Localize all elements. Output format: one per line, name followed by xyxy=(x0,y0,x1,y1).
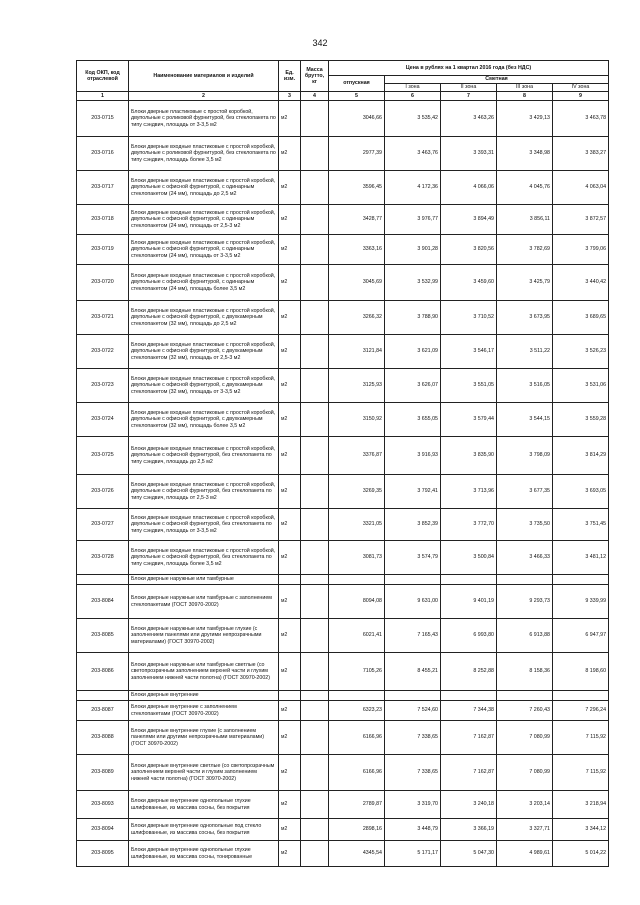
empty-cell xyxy=(279,691,301,701)
name-cell: Блоки дверные входные пластиковые с простой коробкой, двупольные с офисной фурнитурой, с одинарным стеклопакетом (24 мм), площадь до 2,5 м2 xyxy=(129,171,279,205)
unit-cell: м2 xyxy=(279,101,301,137)
zone2-price-cell: 3 579,44 xyxy=(441,403,497,437)
unit-cell: м2 xyxy=(279,475,301,509)
mass-cell xyxy=(301,137,329,171)
zone3-price-cell: 8 158,36 xyxy=(497,653,553,691)
unit-cell: м2 xyxy=(279,755,301,791)
name-cell: Блоки дверные внутренние светлые (со светопрозрачным заполнением верхней части и глухим заполнением нижней части полотна) (ГОСТ 30970-2002) xyxy=(129,755,279,791)
empty-cell xyxy=(553,691,609,701)
mass-cell xyxy=(301,701,329,721)
zone4-price-cell: 3 218,94 xyxy=(553,791,609,819)
zone3-price-cell: 7 080,99 xyxy=(497,755,553,791)
zone4-price-cell: 3 559,28 xyxy=(553,403,609,437)
zone3-price-cell: 3 798,09 xyxy=(497,437,553,475)
zone3-price-cell: 3 856,11 xyxy=(497,205,553,235)
name-cell: Блоки дверные входные пластиковые с простой коробкой, двупольные с офисной фурнитурой, с одинарным стеклопакетом (24 мм), площадь более 3,5 м2 xyxy=(129,265,279,301)
empty-cell xyxy=(329,691,385,701)
table-row xyxy=(77,619,609,653)
zone2-price-cell: 7 344,38 xyxy=(441,701,497,721)
unit-cell: м2 xyxy=(279,301,301,335)
code-cell: 203-0722 xyxy=(77,335,129,369)
mass-cell xyxy=(301,403,329,437)
zone3-price-cell: 3 782,69 xyxy=(497,235,553,265)
mass-cell xyxy=(301,235,329,265)
release-price-cell: 3376,87 xyxy=(329,437,385,475)
section-row xyxy=(77,691,609,701)
zone4-price-cell: 9 339,99 xyxy=(553,585,609,619)
release-price-cell: 3269,35 xyxy=(329,475,385,509)
zone2-price-cell: 6 993,80 xyxy=(441,619,497,653)
table-row xyxy=(77,403,609,437)
mass-cell xyxy=(301,819,329,841)
header-zone2: II зона xyxy=(441,84,497,92)
zone1-price-cell: 3 621,09 xyxy=(385,335,441,369)
table-row xyxy=(77,819,609,841)
name-cell: Блоки дверные входные пластиковые с простой коробкой, двупольные с роликовой фурнитурой, без стеклопакета по типу сэндвич, площадь более 3,5 м2 xyxy=(129,137,279,171)
zone4-price-cell: 3 383,27 xyxy=(553,137,609,171)
mass-cell xyxy=(301,619,329,653)
zone3-price-cell: 4 045,76 xyxy=(497,171,553,205)
mass-cell xyxy=(301,171,329,205)
release-price-cell: 8094,08 xyxy=(329,585,385,619)
zone1-price-cell: 7 338,65 xyxy=(385,755,441,791)
zone2-price-cell: 3 546,17 xyxy=(441,335,497,369)
table-row xyxy=(77,755,609,791)
name-cell: Блоки дверные входные пластиковые с простой коробкой, двупольные с офисной фурнитурой, без стеклопакета по типу сэндвич, площадь до 2,5 м2 xyxy=(129,437,279,475)
table-row xyxy=(77,369,609,403)
table-row xyxy=(77,721,609,755)
zone1-price-cell: 3 792,41 xyxy=(385,475,441,509)
section-title: Блоки дверные внутренние xyxy=(129,691,279,701)
zone2-price-cell: 3 710,52 xyxy=(441,301,497,335)
header-zone1: I зона xyxy=(385,84,441,92)
release-price-cell: 6166,96 xyxy=(329,721,385,755)
empty-cell xyxy=(329,575,385,585)
zone2-price-cell: 9 401,19 xyxy=(441,585,497,619)
code-cell: 203-0719 xyxy=(77,235,129,265)
header-code: Код ОКП, код отраслевой xyxy=(77,61,129,92)
zone2-price-cell: 3 835,90 xyxy=(441,437,497,475)
release-price-cell: 3321,05 xyxy=(329,509,385,541)
zone1-price-cell: 9 631,00 xyxy=(385,585,441,619)
zone2-price-cell: 3 463,26 xyxy=(441,101,497,137)
zone1-price-cell: 3 319,70 xyxy=(385,791,441,819)
mass-cell xyxy=(301,791,329,819)
table-row xyxy=(77,265,609,301)
release-price-cell: 6021,41 xyxy=(329,619,385,653)
page-number: 342 xyxy=(312,38,328,48)
table-row xyxy=(77,101,609,137)
zone1-price-cell: 3 463,76 xyxy=(385,137,441,171)
name-cell: Блоки дверные внутренние с заполнением стеклопакетами (ГОСТ 30970-2002) xyxy=(129,701,279,721)
release-price-cell: 3150,92 xyxy=(329,403,385,437)
section-code-cell xyxy=(77,691,129,701)
zone2-price-cell: 3 393,31 xyxy=(441,137,497,171)
release-price-cell: 2898,16 xyxy=(329,819,385,841)
unit-cell: м2 xyxy=(279,509,301,541)
release-price-cell: 7105,26 xyxy=(329,653,385,691)
unit-cell: м2 xyxy=(279,841,301,867)
code-cell: 203-0721 xyxy=(77,301,129,335)
zone3-price-cell: 3 511,22 xyxy=(497,335,553,369)
release-price-cell: 4345,54 xyxy=(329,841,385,867)
mass-cell xyxy=(301,437,329,475)
empty-cell xyxy=(441,575,497,585)
code-cell: 203-0727 xyxy=(77,509,129,541)
code-cell: 203-8085 xyxy=(77,619,129,653)
zone4-price-cell: 8 198,60 xyxy=(553,653,609,691)
index-cell: 7 xyxy=(441,92,497,101)
release-price-cell: 3266,32 xyxy=(329,301,385,335)
zone2-price-cell: 3 240,18 xyxy=(441,791,497,819)
zone4-price-cell: 3 814,29 xyxy=(553,437,609,475)
code-cell: 203-8093 xyxy=(77,791,129,819)
code-cell: 203-0716 xyxy=(77,137,129,171)
name-cell: Блоки дверные наружные или тамбурные светлые (со светопрозрачным заполнением верхней части и глухим заполнением нижней части полотна) (ГОСТ 30970-2002) xyxy=(129,653,279,691)
zone4-price-cell: 3 344,12 xyxy=(553,819,609,841)
table-row xyxy=(77,437,609,475)
zone2-price-cell: 3 820,56 xyxy=(441,235,497,265)
code-cell: 203-0723 xyxy=(77,369,129,403)
zone2-price-cell: 7 162,87 xyxy=(441,721,497,755)
release-price-cell: 2789,87 xyxy=(329,791,385,819)
zone1-price-cell: 5 171,17 xyxy=(385,841,441,867)
table-row xyxy=(77,653,609,691)
mass-cell xyxy=(301,335,329,369)
release-price-cell: 2977,39 xyxy=(329,137,385,171)
name-cell: Блоки дверные входные пластиковые с простой коробкой, двупольные с офисной фурнитурой, без стеклопакета по типу сэндвич, площадь более 3,5 м2 xyxy=(129,541,279,575)
code-cell: 203-8088 xyxy=(77,721,129,755)
zone4-price-cell: 4 063,04 xyxy=(553,171,609,205)
name-cell: Блоки дверные наружные или тамбурные глухие (с заполнением панелями или другими непрозрачными материалами) (ГОСТ 30970-2002) xyxy=(129,619,279,653)
unit-cell: м2 xyxy=(279,701,301,721)
code-cell: 203-0724 xyxy=(77,403,129,437)
empty-cell xyxy=(301,691,329,701)
index-cell: 5 xyxy=(329,92,385,101)
zone3-price-cell: 3 425,79 xyxy=(497,265,553,301)
unit-cell: м2 xyxy=(279,619,301,653)
zone1-price-cell: 3 916,93 xyxy=(385,437,441,475)
unit-cell: м2 xyxy=(279,335,301,369)
zone1-price-cell: 3 976,77 xyxy=(385,205,441,235)
zone4-price-cell: 3 693,05 xyxy=(553,475,609,509)
code-cell: 203-8086 xyxy=(77,653,129,691)
zone3-price-cell: 6 913,88 xyxy=(497,619,553,653)
zone2-price-cell: 3 366,19 xyxy=(441,819,497,841)
zone3-price-cell: 7 080,99 xyxy=(497,721,553,755)
code-cell: 203-0720 xyxy=(77,265,129,301)
name-cell: Блоки дверные внутренние однопольные под стекло шлифованные, из массива сосны, без покрытия xyxy=(129,819,279,841)
mass-cell xyxy=(301,653,329,691)
release-price-cell: 3363,16 xyxy=(329,235,385,265)
mass-cell xyxy=(301,101,329,137)
section-row xyxy=(77,575,609,585)
header-name: Наименование материалов и изделий xyxy=(129,61,279,92)
zone3-price-cell: 3 429,13 xyxy=(497,101,553,137)
index-cell: 9 xyxy=(553,92,609,101)
unit-cell: м2 xyxy=(279,171,301,205)
zone4-price-cell: 3 481,12 xyxy=(553,541,609,575)
index-cell: 6 xyxy=(385,92,441,101)
release-price-cell: 3046,66 xyxy=(329,101,385,137)
zone3-price-cell: 3 348,98 xyxy=(497,137,553,171)
zone1-price-cell: 3 901,28 xyxy=(385,235,441,265)
zone1-price-cell: 3 788,90 xyxy=(385,301,441,335)
zone4-price-cell: 3 531,06 xyxy=(553,369,609,403)
table-row xyxy=(77,791,609,819)
code-cell: 203-0726 xyxy=(77,475,129,509)
header-zone3: III зона xyxy=(497,84,553,92)
mass-cell xyxy=(301,841,329,867)
name-cell: Блоки дверные входные пластиковые с простой коробкой, двупольные с офисной фурнитурой, с двухкамерным стеклопакетом (32 мм), площадь от 2,5-3 м2 xyxy=(129,335,279,369)
table-row xyxy=(77,137,609,171)
header-unit: Ед. изм. xyxy=(279,61,301,92)
code-cell: 203-8094 xyxy=(77,819,129,841)
code-cell: 203-8095 xyxy=(77,841,129,867)
table-row xyxy=(77,235,609,265)
index-cell: 3 xyxy=(279,92,301,101)
code-cell: 203-8087 xyxy=(77,701,129,721)
unit-cell: м2 xyxy=(279,585,301,619)
code-cell: 203-8084 xyxy=(77,585,129,619)
unit-cell: м2 xyxy=(279,819,301,841)
name-cell: Блоки дверные внутренние глухие (с заполнением панелями или другими непрозрачными материалами) (ГОСТ 30970-2002) xyxy=(129,721,279,755)
code-cell: 203-8089 xyxy=(77,755,129,791)
table-row xyxy=(77,509,609,541)
zone4-price-cell: 3 751,45 xyxy=(553,509,609,541)
zone3-price-cell: 9 293,73 xyxy=(497,585,553,619)
zone1-price-cell: 3 852,39 xyxy=(385,509,441,541)
zone3-price-cell: 3 673,95 xyxy=(497,301,553,335)
unit-cell: м2 xyxy=(279,235,301,265)
code-cell: 203-0718 xyxy=(77,205,129,235)
table-row xyxy=(77,585,609,619)
mass-cell xyxy=(301,369,329,403)
zone4-price-cell: 7 115,92 xyxy=(553,755,609,791)
zone4-price-cell: 3 526,23 xyxy=(553,335,609,369)
zone2-price-cell: 3 772,70 xyxy=(441,509,497,541)
table-row xyxy=(77,475,609,509)
release-price-cell: 3081,73 xyxy=(329,541,385,575)
header-estimate: Сметная xyxy=(385,76,609,84)
table-row xyxy=(77,841,609,867)
zone2-price-cell: 3 713,96 xyxy=(441,475,497,509)
table-row xyxy=(77,541,609,575)
zone3-price-cell: 7 260,43 xyxy=(497,701,553,721)
index-cell: 8 xyxy=(497,92,553,101)
empty-cell xyxy=(385,575,441,585)
name-cell: Блоки дверные входные пластиковые с простой коробкой, двупольные с офисной фурнитурой, с одинарным стеклопакетом (24 мм), площадь от 2,5-3 м2 xyxy=(129,205,279,235)
zone3-price-cell: 3 735,50 xyxy=(497,509,553,541)
unit-cell: м2 xyxy=(279,653,301,691)
name-cell: Блоки дверные входные пластиковые с простой коробкой, двупольные с офисной фурнитурой, с двухкамерным стеклопакетом (32 мм), площадь до 2,5 м2 xyxy=(129,301,279,335)
name-cell: Блоки дверные входные пластиковые с простой коробкой, двупольные с офисной фурнитурой, без стеклопакета по типу сэндвич, площадь от 3-3,5 м2 xyxy=(129,509,279,541)
zone4-price-cell: 3 872,57 xyxy=(553,205,609,235)
unit-cell: м2 xyxy=(279,205,301,235)
zone2-price-cell: 3 500,84 xyxy=(441,541,497,575)
unit-cell: м2 xyxy=(279,403,301,437)
mass-cell xyxy=(301,721,329,755)
zone3-price-cell: 3 203,14 xyxy=(497,791,553,819)
mass-cell xyxy=(301,475,329,509)
header-zone4: IV зона xyxy=(553,84,609,92)
mass-cell xyxy=(301,265,329,301)
zone3-price-cell: 4 989,61 xyxy=(497,841,553,867)
table-row xyxy=(77,301,609,335)
unit-cell: м2 xyxy=(279,541,301,575)
table-row xyxy=(77,335,609,369)
index-cell: 4 xyxy=(301,92,329,101)
code-cell: 203-0728 xyxy=(77,541,129,575)
empty-cell xyxy=(301,575,329,585)
zone4-price-cell: 7 296,24 xyxy=(553,701,609,721)
mass-cell xyxy=(301,585,329,619)
empty-cell xyxy=(497,575,553,585)
zone1-price-cell: 7 338,65 xyxy=(385,721,441,755)
header-price-group: Цена в рублях на 1 квартал 2016 года (без НДС) xyxy=(329,61,609,76)
unit-cell: м2 xyxy=(279,265,301,301)
name-cell: Блоки дверные входные пластиковые с простой коробкой, двупольные с офисной фурнитурой, с одинарным стеклопакетом (24 мм), площадь от 3-3,5 м2 xyxy=(129,235,279,265)
zone4-price-cell: 3 689,65 xyxy=(553,301,609,335)
zone1-price-cell: 3 448,79 xyxy=(385,819,441,841)
release-price-cell: 3045,69 xyxy=(329,265,385,301)
name-cell: Блоки дверные входные пластиковые с простой коробкой, двупольные с офисной фурнитурой, с двухкамерным стеклопакетом (32 мм), площадь от 3-3,5 м2 xyxy=(129,369,279,403)
name-cell: Блоки дверные внутренние однопольные глухие шлифованные, из массива сосны, без покрытия xyxy=(129,791,279,819)
index-row xyxy=(77,92,609,101)
header-mass: Масса брутто, кг xyxy=(301,61,329,92)
zone1-price-cell: 8 455,21 xyxy=(385,653,441,691)
name-cell: Блоки дверные пластиковые с простой коробкой, двупольные с роликовой фурнитурой, без стеклопакета по типу сэндвич, площадь от 3-3,5 м2 xyxy=(129,101,279,137)
zone2-price-cell: 5 047,30 xyxy=(441,841,497,867)
empty-cell xyxy=(385,691,441,701)
mass-cell xyxy=(301,301,329,335)
zone3-price-cell: 3 544,15 xyxy=(497,403,553,437)
unit-cell: м2 xyxy=(279,721,301,755)
empty-cell xyxy=(279,575,301,585)
zone1-price-cell: 7 165,43 xyxy=(385,619,441,653)
release-price-cell: 6166,96 xyxy=(329,755,385,791)
zone3-price-cell: 3 677,35 xyxy=(497,475,553,509)
zone4-price-cell: 5 014,22 xyxy=(553,841,609,867)
zone1-price-cell: 3 574,79 xyxy=(385,541,441,575)
release-price-cell: 6323,23 xyxy=(329,701,385,721)
name-cell: Блоки дверные наружные или тамбурные с заполнением стеклопакетами (ГОСТ 30970-2002) xyxy=(129,585,279,619)
zone1-price-cell: 7 524,60 xyxy=(385,701,441,721)
mass-cell xyxy=(301,509,329,541)
section-title: Блоки дверные наружные или тамбурные xyxy=(129,575,279,585)
release-price-cell: 3125,93 xyxy=(329,369,385,403)
unit-cell: м2 xyxy=(279,137,301,171)
name-cell: Блоки дверные входные пластиковые с простой коробкой, двупольные с офисной фурнитурой, с двухкамерным стеклопакетом (32 мм), площадь более 3,5 м2 xyxy=(129,403,279,437)
mass-cell xyxy=(301,755,329,791)
zone3-price-cell: 3 327,71 xyxy=(497,819,553,841)
zone2-price-cell: 7 162,87 xyxy=(441,755,497,791)
zone2-price-cell: 4 066,06 xyxy=(441,171,497,205)
zone1-price-cell: 3 626,07 xyxy=(385,369,441,403)
table-row xyxy=(77,205,609,235)
index-cell: 1 xyxy=(77,92,129,101)
zone1-price-cell: 3 535,42 xyxy=(385,101,441,137)
table-row xyxy=(77,171,609,205)
empty-cell xyxy=(497,691,553,701)
zone4-price-cell: 3 463,78 xyxy=(553,101,609,137)
index-cell: 2 xyxy=(129,92,279,101)
unit-cell: м2 xyxy=(279,369,301,403)
table-row xyxy=(77,701,609,721)
empty-cell xyxy=(441,691,497,701)
mass-cell xyxy=(301,205,329,235)
zone2-price-cell: 3 894,49 xyxy=(441,205,497,235)
zone2-price-cell: 3 459,60 xyxy=(441,265,497,301)
release-price-cell: 3121,84 xyxy=(329,335,385,369)
zone4-price-cell: 3 440,42 xyxy=(553,265,609,301)
zone4-price-cell: 6 947,97 xyxy=(553,619,609,653)
release-price-cell: 3428,77 xyxy=(329,205,385,235)
unit-cell: м2 xyxy=(279,791,301,819)
code-cell: 203-0715 xyxy=(77,101,129,137)
unit-cell: м2 xyxy=(279,437,301,475)
zone4-price-cell: 3 799,06 xyxy=(553,235,609,265)
price-table xyxy=(76,60,609,867)
code-cell: 203-0725 xyxy=(77,437,129,475)
release-price-cell: 3596,45 xyxy=(329,171,385,205)
zone4-price-cell: 7 115,92 xyxy=(553,721,609,755)
mass-cell xyxy=(301,541,329,575)
zone3-price-cell: 3 466,33 xyxy=(497,541,553,575)
zone2-price-cell: 3 551,05 xyxy=(441,369,497,403)
zone3-price-cell: 3 516,05 xyxy=(497,369,553,403)
zone1-price-cell: 4 172,36 xyxy=(385,171,441,205)
zone1-price-cell: 3 655,05 xyxy=(385,403,441,437)
section-code-cell xyxy=(77,575,129,585)
code-cell: 203-0717 xyxy=(77,171,129,205)
name-cell: Блоки дверные входные пластиковые с простой коробкой, двупольные с офисной фурнитурой, без стеклопакета по типу сэндвич, площадь от 2,5-3 м2 xyxy=(129,475,279,509)
name-cell: Блоки дверные внутренние однопольные глухие шлифованные, из массива сосны, тонированные xyxy=(129,841,279,867)
zone2-price-cell: 8 252,88 xyxy=(441,653,497,691)
header-release: отпускная xyxy=(329,76,385,92)
empty-cell xyxy=(553,575,609,585)
zone1-price-cell: 3 532,99 xyxy=(385,265,441,301)
